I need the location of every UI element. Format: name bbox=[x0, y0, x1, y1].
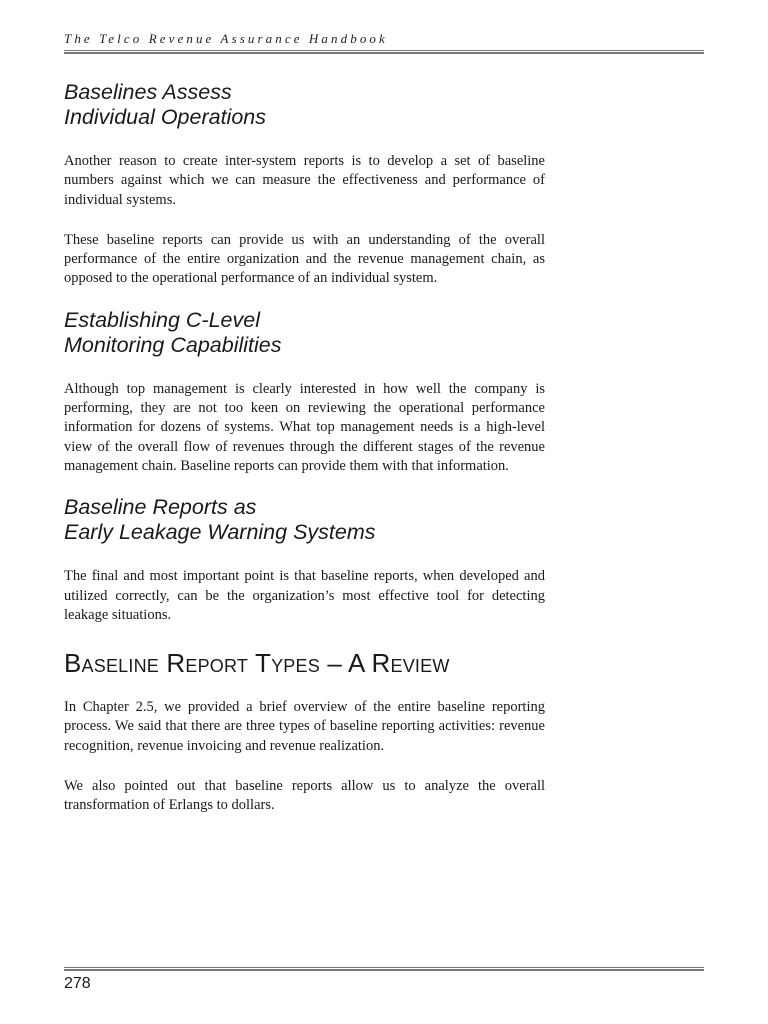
paragraph: Although top management is clearly interested in how well the company is performing, they are not too keen on reviewing the operational performance information for dozens of systems. What top management needs is a high-level view of the overall flow of revenues through the different stages of the revenue management chain. Baseline reports can provide them with that information. bbox=[64, 380, 545, 474]
section-heading-baselines-assess bbox=[64, 80, 545, 130]
paragraph: In Chapter 2.5, we provided a brief overview of the entire baseline reporting process. We said that there are three types of baseline reporting activities: revenue recognition, revenue invoicing and revenue realization. bbox=[64, 699, 545, 754]
heading-line: Baselines Assess bbox=[64, 80, 232, 104]
paragraph: The final and most important point is that baseline reports, when developed and utilized correctly, can be the organization’s most effective tool for detecting leakage situations. bbox=[64, 568, 545, 623]
heading-line: Establishing C-Level bbox=[64, 307, 260, 332]
heading-line: Baseline Reports as bbox=[64, 495, 257, 520]
heading-line: Early Leakage Warning Systems bbox=[64, 520, 376, 545]
paragraph: These baseline reports can provide us with an understanding of the overall performance of the entire organization and the revenue management chain, as opposed to the operational performance of an individual system. bbox=[64, 231, 545, 287]
heading-line: Monitoring Capabilities bbox=[64, 332, 282, 357]
page-body bbox=[64, 80, 545, 816]
heading-line: Individual Operations bbox=[64, 105, 266, 129]
paragraph: Another reason to create inter-system reports is to develop a set of baseline numbers against which we can measure the effectiveness and performance of individual systems. bbox=[64, 153, 545, 208]
section-heading-report-types-review: Baseline Report Types – A Review bbox=[64, 648, 450, 679]
running-head: The Telco Revenue Assurance Handbook bbox=[64, 31, 388, 46]
header-rule bbox=[64, 50, 704, 54]
footer-rule bbox=[64, 967, 704, 971]
section-heading-early-leakage-warning bbox=[64, 495, 545, 545]
page-number: 278 bbox=[64, 975, 91, 992]
paragraph: We also pointed out that baseline reports allow us to analyze the overall transformation of Erlangs to dollars. bbox=[64, 778, 545, 814]
section-heading-c-level-monitoring bbox=[64, 308, 545, 358]
